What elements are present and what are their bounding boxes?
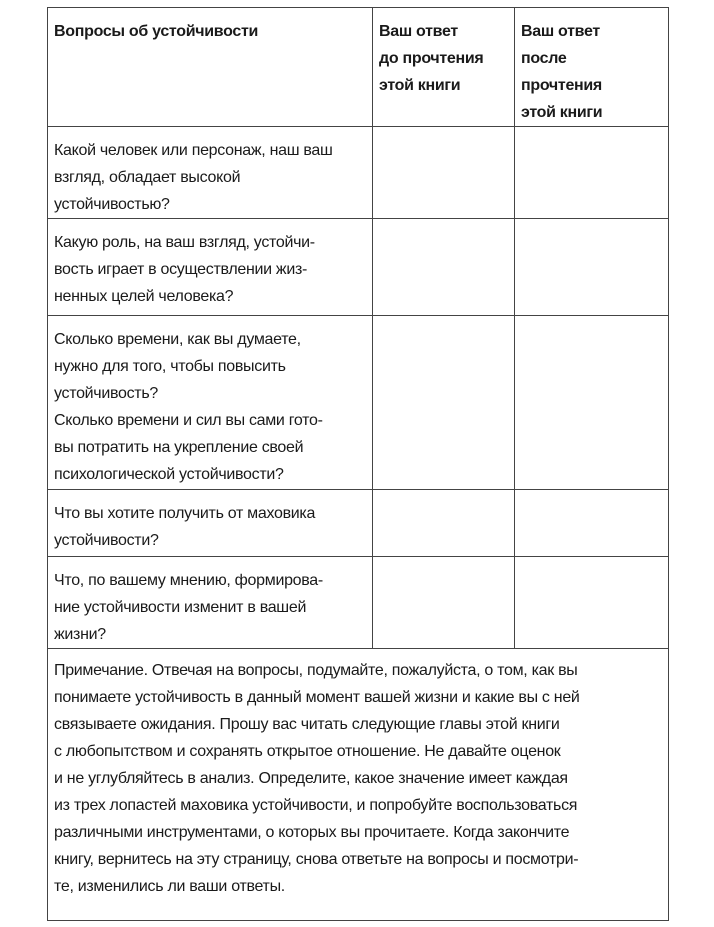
text-line: вость играет в осуществлении жиз-: [54, 261, 308, 278]
question-cell: [48, 557, 373, 649]
table-row: [48, 316, 669, 490]
table-row: [48, 127, 669, 219]
text-line: Сколько времени, как вы думаете,: [54, 331, 301, 348]
answer-before-cell[interactable]: [373, 557, 515, 649]
text-line: Примечание. Отвечая на вопросы, подумайте, пожалуйста, о том, как вы: [54, 662, 578, 679]
text-line: до прочтения: [379, 50, 484, 67]
text-line: после: [521, 50, 567, 67]
answer-after-cell[interactable]: [515, 219, 669, 316]
text-line: из трех лопастей маховика устойчивости, и попробуйте воспользоваться: [54, 797, 578, 814]
text-line: ненных целей человека?: [54, 288, 234, 305]
text-line: жизни?: [54, 626, 106, 643]
header-row: [48, 8, 669, 127]
table-row: [48, 557, 669, 649]
text-line: Что вы хотите получить от маховика: [54, 505, 316, 522]
text-line: вы потратить на укрепление своей: [54, 439, 304, 456]
question-cell: [48, 316, 373, 490]
text-line: прочтения: [521, 77, 602, 94]
answer-before-cell[interactable]: [373, 490, 515, 557]
text-line: нужно для того, чтобы повысить: [54, 358, 286, 375]
header-answer-after: [515, 8, 669, 127]
text-line: понимаете устойчивость в данный момент вашей жизни и какие вы с ней: [54, 689, 580, 706]
answer-before-cell[interactable]: [373, 127, 515, 219]
resilience-questions-table: [47, 7, 669, 921]
text-line: Ваш ответ: [521, 23, 600, 40]
text-line: различными инструментами, о которых вы прочитаете. Когда закончите: [54, 824, 570, 841]
text-line: этой книги: [379, 77, 461, 94]
table-row: [48, 219, 669, 316]
text-line: Ваш ответ: [379, 23, 458, 40]
text-line: Какой человек или персонаж, наш ваш: [54, 142, 333, 159]
note-cell: [48, 649, 669, 921]
text-line: Какую роль, на ваш взгляд, устойчи-: [54, 234, 315, 251]
text-line: устойчивости?: [54, 532, 159, 549]
text-line: взгляд, обладает высокой: [54, 169, 241, 186]
text-line: Вопросы об устойчивости: [54, 23, 259, 40]
text-line: устойчивость?: [54, 385, 158, 402]
header-questions: [48, 8, 373, 127]
text-line: устойчивостью?: [54, 196, 170, 213]
question-cell: [48, 127, 373, 219]
text-line: ние устойчивости изменит в вашей: [54, 599, 307, 616]
text-line: с любопытством и сохранять открытое отношение. Не давайте оценок: [54, 743, 561, 760]
header-answer-before: [373, 8, 515, 127]
text-line: Что, по вашему мнению, формирова-: [54, 572, 323, 589]
text-line: Сколько времени и сил вы сами гото-: [54, 412, 323, 429]
table-row: [48, 490, 669, 557]
text-line: книгу, вернитесь на эту страницу, снова ответьте на вопросы и посмотри-: [54, 851, 579, 868]
answer-after-cell[interactable]: [515, 557, 669, 649]
text-line: этой книги: [521, 104, 603, 121]
text-line: и не углубляйтесь в анализ. Определите, какое значение имеет каждая: [54, 770, 568, 787]
question-cell: [48, 219, 373, 316]
answer-after-cell[interactable]: [515, 490, 669, 557]
answer-after-cell[interactable]: [515, 127, 669, 219]
text-line: связываете ожидания. Прошу вас читать следующие главы этой книги: [54, 716, 560, 733]
answer-before-cell[interactable]: [373, 316, 515, 490]
text-line: психологической устойчивости?: [54, 466, 284, 483]
question-cell: [48, 490, 373, 557]
answer-after-cell[interactable]: [515, 316, 669, 490]
note-row: [48, 649, 669, 921]
answer-before-cell[interactable]: [373, 219, 515, 316]
text-line: те, изменились ли ваши ответы.: [54, 878, 285, 895]
